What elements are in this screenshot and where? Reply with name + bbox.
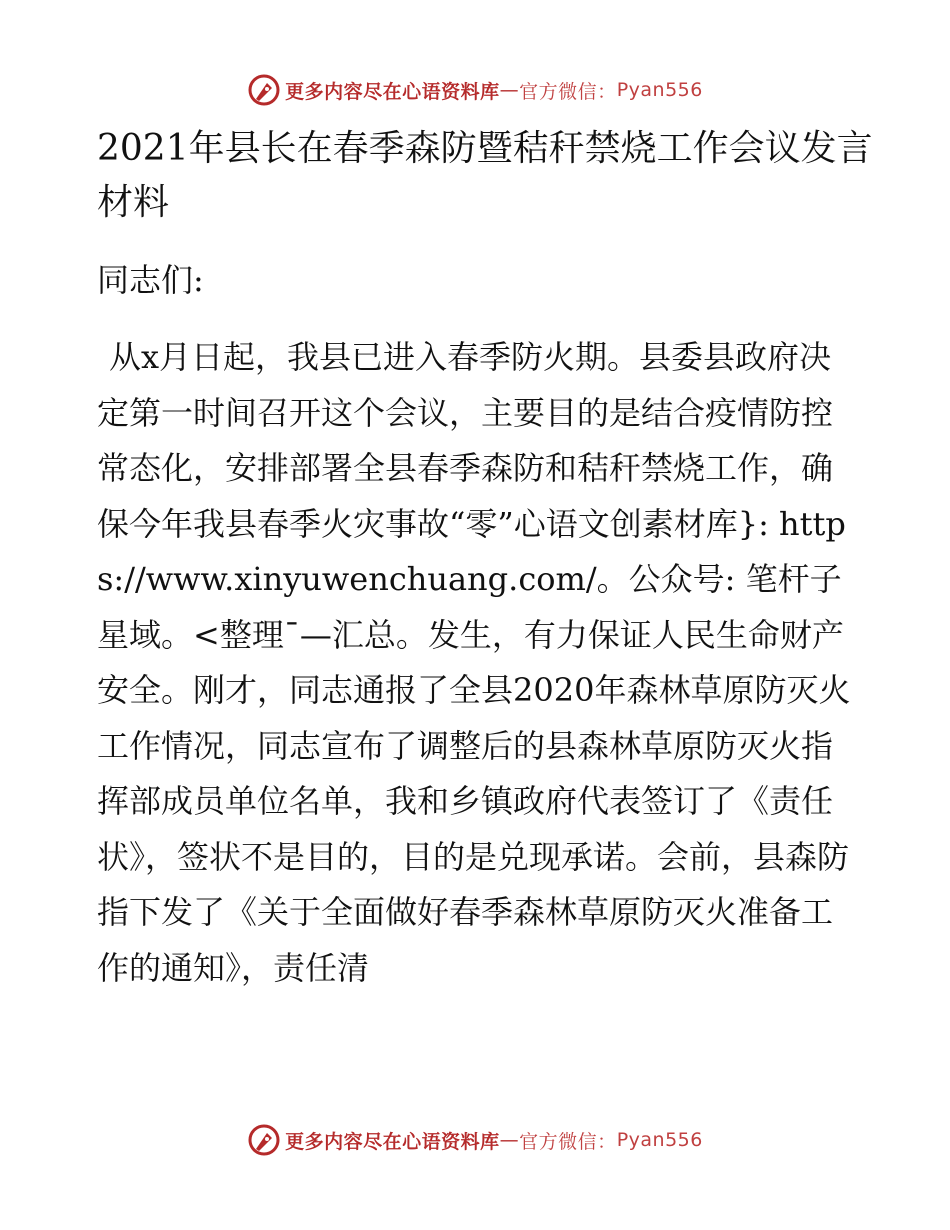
body-paragraph: 从x月日起，我县已进入春季防火期。县委县政府决定第一时间召开这个会议，主要目的是结合疫情防控常态化，安排部署全县春季森防和秸秆禁烧工作，确保今年我县春季火灾事故“零”心语文创素材库}: https://www.xinyuwenchuang.com/。公众号: 笔杆子星域。<整理¯—汇总。发生，有力保证人民生命财产安全。刚才，同志通报了全县2020年森林草原防灭火工作情况，同志宣布了调整后的县森林草原防灭火指挥部成员单位名单，我和乡镇政府代表签订了《责任状》，签状不是目的，目的是兑现承诺。会前，县森防指下发了《关于全面做好春季森林草原防灭火准备工作的通知》，责任清 (97, 338, 851, 987)
header-banner (0, 70, 950, 110)
banner-separator: — (499, 1129, 520, 1151)
banner-sub-text: 官方微信： (519, 80, 617, 103)
salutation: 同志们: (97, 261, 204, 299)
banner-wechat-id: Pyan556 (616, 79, 703, 101)
banner-main-text: 更多内容尽在心语资料库 (285, 80, 500, 103)
pen-nib-logo-icon (247, 1123, 281, 1157)
pen-nib-logo-icon (247, 73, 281, 107)
banner-wechat-id: Pyan556 (616, 1129, 703, 1151)
banner-sub-text: 官方微信： (519, 1130, 617, 1153)
document-title: 2021年县长在春季森防暨秸秆禁烧工作会议发言材料 (97, 128, 873, 223)
banner-main-text: 更多内容尽在心语资料库 (285, 1130, 500, 1153)
footer-banner (0, 1120, 950, 1160)
banner-separator: — (499, 79, 520, 101)
